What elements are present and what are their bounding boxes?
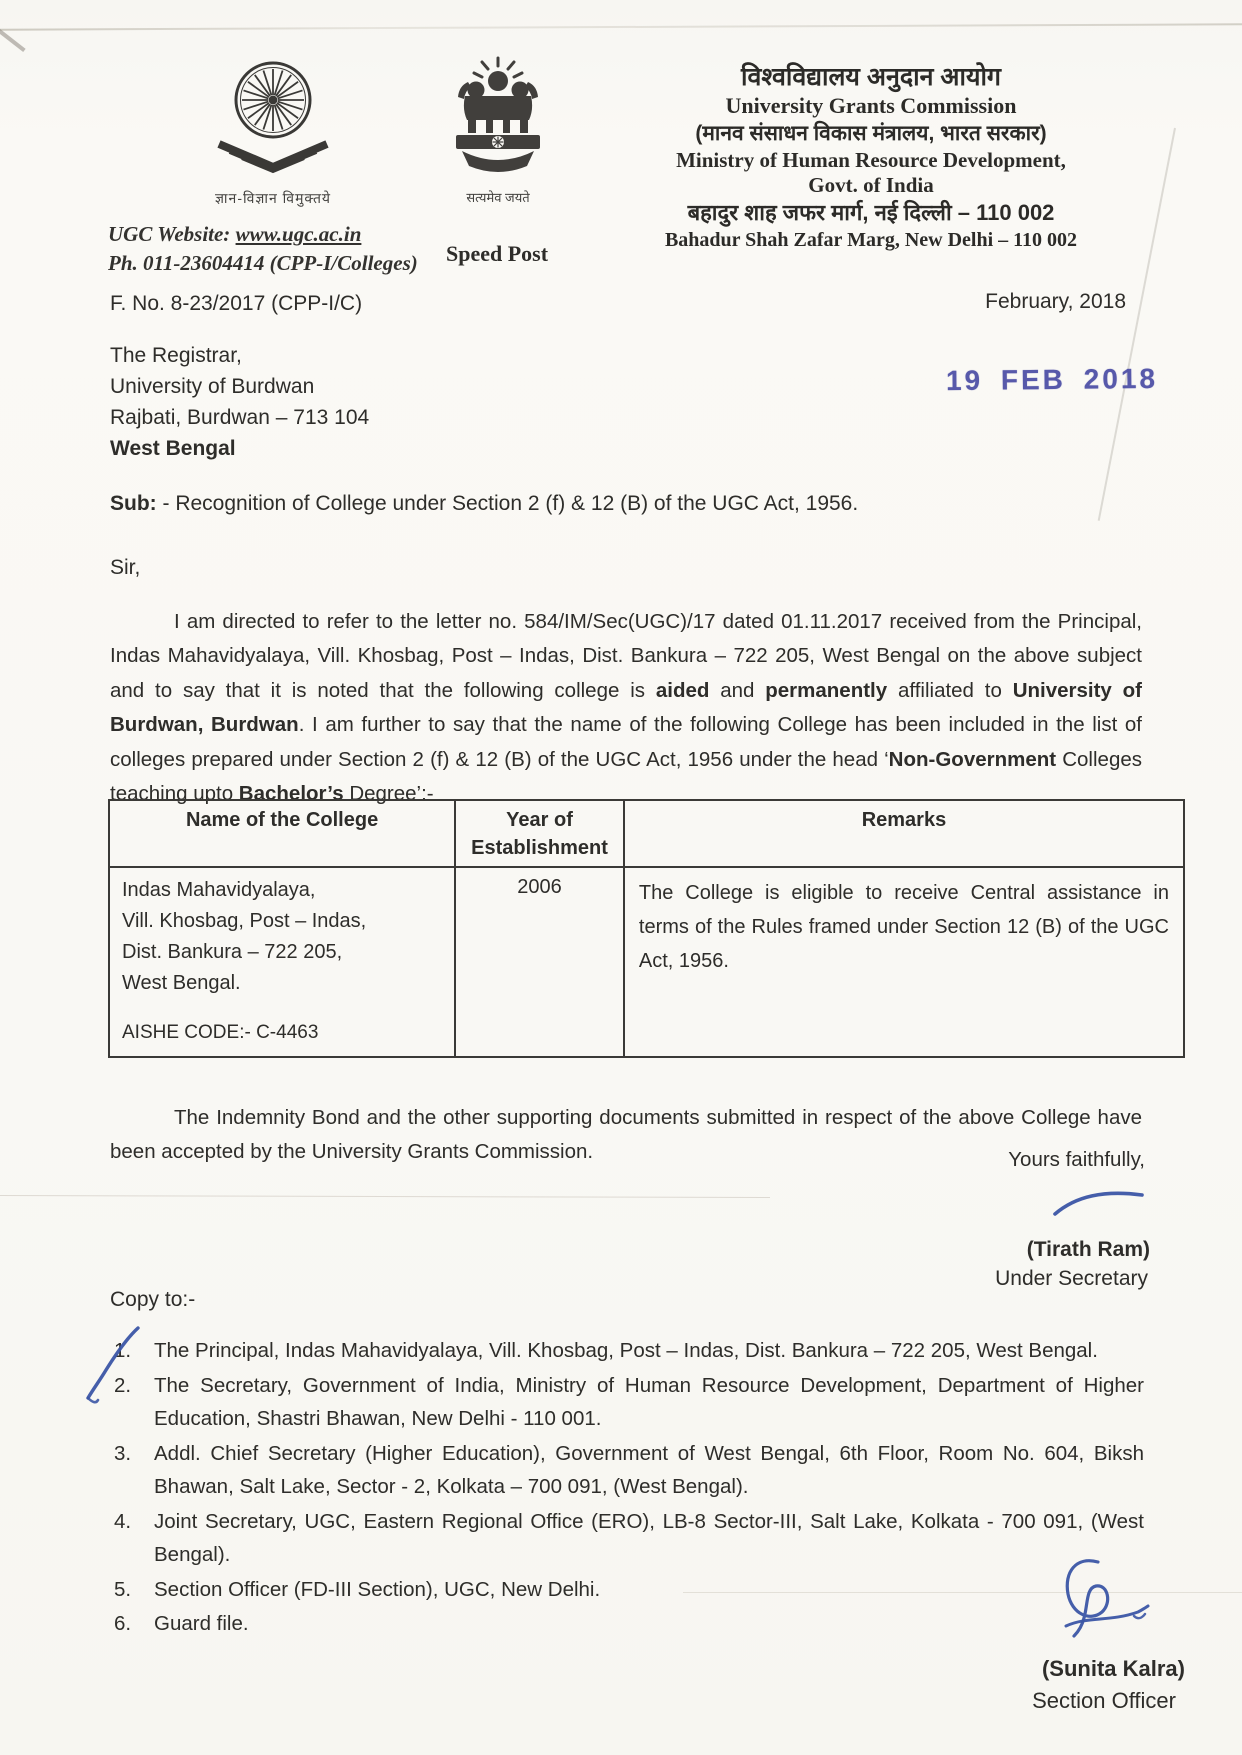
website-url: www.ugc.ac.in [235, 222, 362, 246]
college-address-line: West Bengal. [122, 972, 241, 994]
addressee-line: University of Burdwan [110, 375, 315, 398]
signer-title-secondary: Section Officer [1032, 1688, 1176, 1713]
text-segment: Non-Government [888, 747, 1057, 771]
copy-item: Guard file. [154, 1612, 249, 1635]
ministry-hindi: (मानव संसाधन विकास मंत्रालय, भारत सरकार) [695, 122, 1047, 145]
valediction: Yours faithfully, [1008, 1148, 1145, 1171]
text-segment: aided [655, 678, 710, 702]
copy-item: The Principal, Indas Mahavidyalaya, Vill. Khosbag, Post – Indas, Dist. Bankura – 722 205, West Bengal. [154, 1339, 1098, 1362]
org-name-hindi: विश्वविद्यालय अनुदान आयोग [740, 63, 1002, 91]
paper-crease [0, 1195, 770, 1198]
addressee-block [110, 340, 369, 464]
address-english: Bahadur Shah Zafar Marg, New Delhi – 110 002 [664, 229, 1078, 251]
copy-item: Joint Secretary, UGC, Eastern Regional Office (ERO), LB-8 Sector-III, Salt Lake, Kolkata - 700 091, (West Bengal). [154, 1509, 1144, 1566]
letterhead-org-block [606, 62, 1136, 253]
address-hindi: बहादुर शाह जफर मार्ग, नई दिल्ली – 110 002 [687, 200, 1055, 225]
letter-date: February, 2018 [985, 290, 1126, 313]
college-address-line: Dist. Bankura – 722 205, [122, 941, 343, 963]
salutation: Sir, [110, 556, 141, 579]
pen-tick-mark [84, 1326, 144, 1412]
national-emblem [440, 54, 556, 206]
ministry-english: Ministry of Human Resource Development, [676, 148, 1066, 172]
ugc-logo-caption: ज्ञान-विज्ञान विमुक्तये [214, 190, 332, 206]
lion-capital-icon [446, 54, 550, 182]
table-row [109, 867, 1184, 1057]
body-paragraph-2: The Indemnity Bond and the other supporting documents submitted in respect of the above College have been accepted by the University Grants Commission. [110, 1105, 1142, 1163]
text-segment: Bachelor’s [238, 782, 344, 805]
website-line [108, 220, 418, 249]
addressee-state: West Bengal [110, 437, 236, 460]
addressee-line: Rajbati, Burdwan – 713 104 [110, 406, 370, 429]
text-segment: I am directed to refer to the letter no. 584/IM/Sec(UGC)/17 dated 01.11.2017 received from the Principal, Indas Mahavidyalaya, Vill. Khosbag, Post – Indas, Dist. Bankura – 722 205, West Bengal on the above subject and to say that it is noted that the following college is [110, 609, 1142, 702]
govt-line: Govt. of India [808, 173, 934, 197]
subject-label: Sub: [110, 492, 157, 515]
col-header-remarks: Remarks [624, 800, 1184, 867]
copy-item: Section Officer (FD-III Section), UGC, New Delhi. [154, 1577, 601, 1601]
addressee-lines [110, 340, 369, 433]
ugc-sun-book-icon [203, 56, 343, 182]
college-address-lines [122, 875, 444, 999]
text-segment: permanently [765, 678, 888, 702]
emblem-caption: सत्यमेव जयते [466, 190, 530, 205]
org-name-english: University Grants Commission [725, 93, 1017, 118]
subject-text: - Recognition of College under Section 2 (f) & 12 (B) of the UGC Act, 1956. [156, 492, 859, 515]
copy-to-list [110, 1334, 1144, 1642]
text-segment: Degree’:- [343, 782, 434, 805]
signer-name-primary: (Tirath Ram) [1026, 1238, 1150, 1261]
col-header-college-name: Name of the College [109, 800, 455, 867]
received-date-stamp: 19 FEB 2018 [945, 362, 1159, 397]
ugc-logo [200, 56, 346, 208]
dispatch-mode: Speed Post [445, 241, 549, 266]
signer-name-secondary: (Sunita Kalra) [1041, 1656, 1185, 1681]
col-header-year: Year of Establishment [455, 800, 624, 867]
copy-item: The Secretary, Government of India, Ministry of Human Resource Development, Department of Higher Education, Shastri Bhawan, New Delhi - 110 001. [154, 1373, 1144, 1430]
text-segment: . I am further to say that the name of the following College has been included in the list of colleges prepared under Section 2 (f) & 12 (B) of the UGC Act, 1956 under the head ‘ [110, 713, 1142, 771]
college-address-line: Vill. Khosbag, Post – Indas, [122, 910, 367, 932]
signer-title-primary: Under Secretary [995, 1267, 1148, 1290]
file-number: F. No. 8-23/2017 (CPP-I/C) [110, 292, 363, 315]
phone-line: Ph. 011-23604414 (CPP-I/Colleges) [108, 251, 418, 275]
aishe-code: AISHE CODE:- C-4463 [122, 1022, 319, 1043]
contact-block [108, 220, 418, 278]
table-header-row [109, 800, 1184, 867]
copy-to-label: Copy to:- [110, 1288, 196, 1311]
text-segment: affiliated to [887, 678, 1013, 702]
copy-item: Addl. Chief Secretary (Higher Education), Government of West Bengal, 6th Floor, Room No. 604, Biksh Bhawan, Salt Lake, Sector - 2, Kolkata – 700 091, (West Bengal). [154, 1441, 1144, 1498]
text-segment: and [709, 678, 766, 702]
handwritten-signature [1046, 1556, 1154, 1656]
subject-line [110, 492, 858, 516]
paper-crease [0, 23, 1242, 30]
remarks-cell: The College is eligible to receive Central assistance in terms of the Rules framed under Section 12 (B) of the UGC Act, 1956. [624, 867, 1184, 1057]
website-label: UGC Website: [108, 222, 231, 246]
college-name-cell [109, 867, 455, 1057]
establishment-year-cell: 2006 [455, 867, 624, 1057]
scan-smudge [0, 28, 26, 52]
college-table [108, 799, 1185, 1058]
pen-stroke-signature [1052, 1184, 1147, 1220]
college-address-line: Indas Mahavidyalaya, [122, 879, 316, 901]
addressee-line: The Registrar, [110, 344, 242, 367]
text-segment: University of Burdwan, Burdwan [110, 678, 1143, 736]
text-segment: Colleges teaching upto [110, 747, 1142, 805]
body-paragraph-1 [110, 605, 1142, 812]
